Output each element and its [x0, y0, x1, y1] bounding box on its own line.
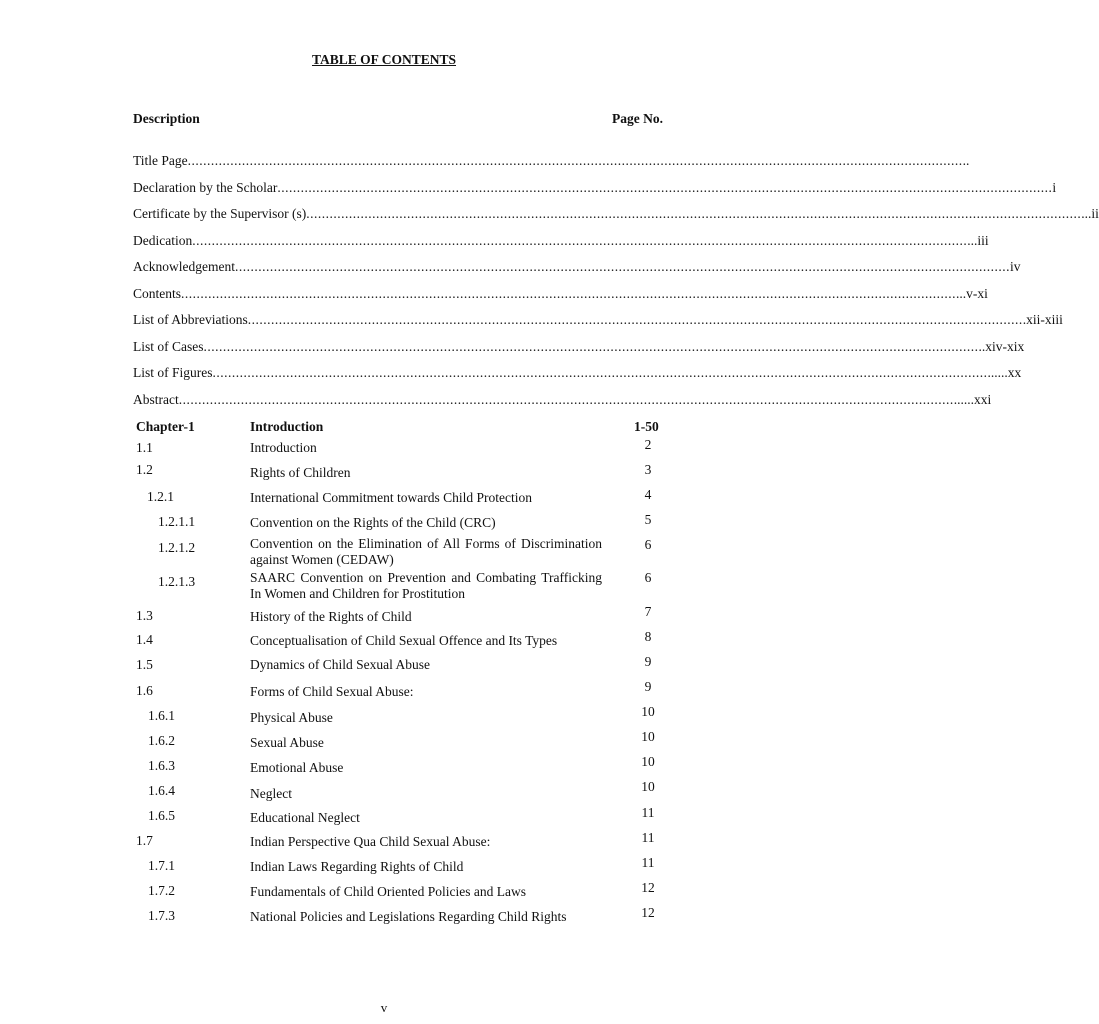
- entry-page: 8: [644, 629, 652, 644]
- chapter-label: Chapter-1: [136, 419, 195, 434]
- toc-front-row: [133, 206, 1099, 226]
- entry-page: 6: [644, 570, 652, 585]
- page-no-header: Page No.: [612, 111, 663, 126]
- entry-title: Indian Laws Regarding Rights of Child: [250, 859, 464, 874]
- entry-page: 10: [641, 704, 655, 719]
- entry-page: 12: [641, 880, 655, 895]
- entry-title: National Policies and Legislations Regarding Child Rights: [250, 909, 567, 924]
- front-label: Abstract: [133, 392, 179, 407]
- entry-page: 9: [644, 679, 652, 694]
- dot-leader: ........................................................................................................................................................................................................: [181, 286, 957, 301]
- entry-title: Convention on the Rights of the Child (CRC): [250, 515, 496, 530]
- entry-page: 5: [644, 512, 652, 527]
- entry-number: 1.6.5: [148, 808, 175, 823]
- entry-number: 1.7.3: [148, 908, 175, 923]
- entry-title: SAARC Convention on Prevention and Combating Trafficking In Women and Children for Prostitution: [250, 570, 602, 601]
- dot-leader: ........................................................................................................................................................................................................: [247, 312, 1023, 327]
- entry-title: Physical Abuse: [250, 710, 333, 725]
- front-page: ......xxi: [953, 392, 992, 407]
- front-label: Certificate by the Supervisor (s): [133, 206, 307, 221]
- dot-leader: ........................................................................................................................................................................................................: [234, 259, 1010, 274]
- toc-front-row: [133, 339, 1025, 359]
- toc-front-row: [133, 259, 1021, 279]
- toc-front-row: [133, 180, 1057, 200]
- front-label: Contents: [133, 286, 182, 301]
- front-label: Declaration by the Scholar: [133, 180, 278, 195]
- dot-leader: ........................................................................................................................................................................................................: [203, 339, 979, 354]
- entry-title: Convention on the Elimination of All Forms of Discrimination against Women (CEDAW): [250, 536, 602, 567]
- entry-number: 1.2.1.2: [158, 540, 196, 555]
- entry-number: 1.4: [136, 632, 153, 647]
- page-number-footer: v: [380, 1000, 388, 1015]
- entry-title: Sexual Abuse: [250, 735, 324, 750]
- dot-leader: ........................................................................................................................................................................................................: [178, 392, 954, 407]
- entry-number: 1.6.2: [148, 733, 175, 748]
- front-label: Acknowledgement: [133, 259, 235, 274]
- entry-title: Educational Neglect: [250, 810, 360, 825]
- front-page: .xii-xiii: [1022, 312, 1063, 327]
- entry-page: 11: [641, 830, 655, 845]
- front-label: List of Abbreviations: [133, 312, 248, 327]
- entry-title: Rights of Children: [250, 465, 351, 480]
- entry-page: 3: [644, 462, 652, 477]
- dot-leader: ........................................................................................................................................................................................................: [212, 365, 988, 380]
- toc-front-row: [133, 392, 992, 412]
- front-page: ..xiv-xix: [978, 339, 1025, 354]
- entry-title: Indian Perspective Qua Child Sexual Abuse:: [250, 834, 491, 849]
- front-page: iv: [1009, 259, 1021, 274]
- entry-title: Emotional Abuse: [250, 760, 344, 775]
- entry-number: 1.6: [136, 683, 153, 698]
- front-page: ...v-xi: [956, 286, 988, 301]
- entry-title: Dynamics of Child Sexual Abuse: [250, 657, 430, 672]
- entry-page: 10: [641, 754, 655, 769]
- dot-leader: ........................................................................................................................................................................................................: [306, 206, 1082, 221]
- entry-page: 11: [641, 805, 655, 820]
- entry-number: 1.7: [136, 833, 153, 848]
- entry-number: 1.6.1: [148, 708, 175, 723]
- entry-page: 10: [641, 779, 655, 794]
- front-label: List of Cases: [133, 339, 204, 354]
- dot-leader: ........................................................................................................................................................................................................: [187, 153, 963, 168]
- entry-title: Forms of Child Sexual Abuse:: [250, 684, 414, 699]
- entry-page: 4: [644, 487, 652, 502]
- entry-page: 12: [641, 905, 655, 920]
- entry-number: 1.7.1: [148, 858, 175, 873]
- front-label: Title Page: [133, 153, 188, 168]
- entry-title: Introduction: [250, 440, 317, 455]
- toc-front-row: [133, 312, 1063, 332]
- entry-page: 6: [644, 537, 652, 552]
- entry-number: 1.6.3: [148, 758, 175, 773]
- entry-page: 2: [644, 437, 652, 452]
- entry-number: 1.2.1: [147, 489, 174, 504]
- entry-title: Neglect: [250, 786, 292, 801]
- dot-leader: ........................................................................................................................................................................................................: [192, 233, 968, 248]
- entry-number: 1.2.1.3: [158, 574, 196, 589]
- entry-title: History of the Rights of Child: [250, 609, 412, 624]
- toc-front-row: [133, 365, 1022, 385]
- entry-number: 1.5: [136, 657, 153, 672]
- description-header: Description: [133, 111, 200, 126]
- dot-leader: ........................................................................................................................................................................................................: [277, 180, 1053, 195]
- entry-number: 1.3: [136, 608, 153, 623]
- toc-front-row: [133, 153, 970, 173]
- entry-page: 7: [644, 604, 652, 619]
- entry-page: 10: [641, 729, 655, 744]
- chapter-pages: 1-50: [634, 419, 659, 434]
- front-label: Dedication: [133, 233, 193, 248]
- entry-title: International Commitment towards Child Protection: [250, 490, 532, 505]
- entry-number: 1.1: [136, 440, 153, 455]
- toc-front-row: [133, 233, 989, 253]
- front-page: ...iii: [967, 233, 989, 248]
- entry-page: 11: [641, 855, 655, 870]
- front-page: i: [1052, 180, 1057, 195]
- front-label: List of Figures: [133, 365, 213, 380]
- front-page: ......xx: [987, 365, 1022, 380]
- page-title: TABLE OF CONTENTS: [311, 52, 457, 67]
- entry-number: 1.7.2: [148, 883, 175, 898]
- toc-front-row: [133, 286, 988, 306]
- entry-title: Fundamentals of Child Oriented Policies and Laws: [250, 884, 526, 899]
- entry-number: 1.2: [136, 462, 153, 477]
- chapter-title: Introduction: [250, 419, 324, 434]
- entry-number: 1.2.1.1: [158, 514, 196, 529]
- front-page: ...ii: [1081, 206, 1099, 221]
- entry-number: 1.6.4: [148, 783, 175, 798]
- entry-page: 9: [644, 654, 652, 669]
- entry-title: Conceptualisation of Child Sexual Offence and Its Types: [250, 633, 558, 648]
- front-page: ..: [962, 153, 970, 168]
